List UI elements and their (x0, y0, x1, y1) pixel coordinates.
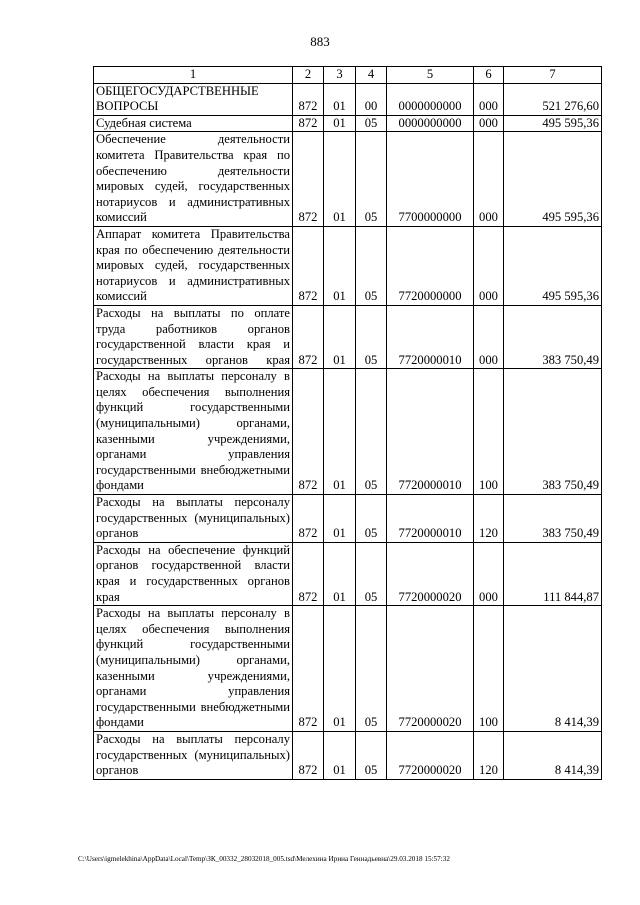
page-number: 883 (310, 34, 330, 49)
section-cell: 01 (324, 542, 356, 605)
table-row (94, 369, 602, 495)
target-article-cell: 7720000010 (387, 495, 474, 543)
amount-cell: 495 595,36 (504, 132, 602, 227)
section-cell: 01 (324, 132, 356, 227)
column-header: 2 (293, 67, 324, 84)
target-article-cell: 7720000010 (387, 369, 474, 495)
amount-cell: 383 750,49 (504, 305, 602, 368)
row-name-cell: Расходы на выплаты персоналу в целях обеспечения выполнения функций государственными (муниципальными) органами, казенными учреждениями, органами управления государственными внебюджетными фондами (94, 369, 293, 495)
section-cell: 01 (324, 369, 356, 495)
table-row (94, 606, 602, 732)
table-row (94, 115, 602, 132)
subsection-cell: 05 (356, 132, 387, 227)
section-cell: 01 (324, 226, 356, 305)
target-article-cell: 7720000020 (387, 606, 474, 732)
row-name-cell: Расходы на выплаты персоналу государственных (муниципальных) органов (94, 495, 293, 543)
amount-cell: 8 414,39 (504, 731, 602, 779)
column-header: 7 (504, 67, 602, 84)
table-row (94, 83, 602, 115)
expense-type-cell: 120 (474, 495, 504, 543)
subsection-cell: 00 (356, 83, 387, 115)
section-cell: 01 (324, 495, 356, 543)
column-header: 5 (387, 67, 474, 84)
subsection-cell: 05 (356, 226, 387, 305)
column-header: 4 (356, 67, 387, 84)
table-row (94, 305, 602, 368)
target-article-cell: 7720000020 (387, 731, 474, 779)
row-name-cell: Судебная система (94, 115, 293, 132)
table-row (94, 495, 602, 543)
row-name-cell: Обеспечение деятельности комитета Правительства края по обеспечению деятельности мировых судей, государственных нотариусов и административных комиссий (94, 132, 293, 227)
row-name-cell: ОБЩЕГОСУДАРСТВЕННЫЕ ВОПРОСЫ (94, 83, 293, 115)
subsection-cell: 05 (356, 731, 387, 779)
target-article-cell: 7720000020 (387, 542, 474, 605)
expense-type-cell: 000 (474, 226, 504, 305)
expense-type-cell: 100 (474, 606, 504, 732)
row-name-cell: Расходы на выплаты персоналу государственных (муниципальных) органов (94, 731, 293, 779)
amount-cell: 111 844,87 (504, 542, 602, 605)
section-cell: 01 (324, 606, 356, 732)
table-row (94, 731, 602, 779)
amount-cell: 495 595,36 (504, 226, 602, 305)
admin-code-cell: 872 (293, 369, 324, 495)
expense-type-cell: 120 (474, 731, 504, 779)
document-footer: C:\Users\igmelekhina\AppData\Local\Temp\ЗК_00332_28032018_005.tsd\Мелехина Ирина Геннадьевна\29.03.2018 15:57:32 (78, 855, 450, 863)
section-cell: 01 (324, 731, 356, 779)
admin-code-cell: 872 (293, 83, 324, 115)
subsection-cell: 05 (356, 495, 387, 543)
table-header-row (94, 67, 602, 84)
section-cell: 01 (324, 305, 356, 368)
admin-code-cell: 872 (293, 542, 324, 605)
expense-type-cell: 000 (474, 83, 504, 115)
subsection-cell: 05 (356, 369, 387, 495)
section-cell: 01 (324, 83, 356, 115)
column-header: 6 (474, 67, 504, 84)
target-article-cell: 7700000000 (387, 132, 474, 227)
target-article-cell: 0000000000 (387, 83, 474, 115)
expense-type-cell: 000 (474, 542, 504, 605)
amount-cell: 495 595,36 (504, 115, 602, 132)
subsection-cell: 05 (356, 115, 387, 132)
row-name-cell: Аппарат комитета Правительства края по обеспечению деятельности мировых судей, государственных нотариусов и административных комиссий (94, 226, 293, 305)
expense-type-cell: 000 (474, 132, 504, 227)
subsection-cell: 05 (356, 606, 387, 732)
amount-cell: 383 750,49 (504, 369, 602, 495)
target-article-cell: 7720000010 (387, 305, 474, 368)
row-name-cell: Расходы на обеспечение функций органов государственной власти края и государственных органов края (94, 542, 293, 605)
budget-table (93, 66, 602, 780)
column-header: 1 (94, 67, 293, 84)
admin-code-cell: 872 (293, 305, 324, 368)
admin-code-cell: 872 (293, 731, 324, 779)
table-row (94, 132, 602, 227)
expense-type-cell: 000 (474, 115, 504, 132)
table-row (94, 542, 602, 605)
admin-code-cell: 872 (293, 606, 324, 732)
row-name-cell: Расходы на выплаты персоналу в целях обеспечения выполнения функций государственными (муниципальными) органами, казенными учреждениями, органами управления государственными внебюджетными фондами (94, 606, 293, 732)
subsection-cell: 05 (356, 305, 387, 368)
target-article-cell: 0000000000 (387, 115, 474, 132)
admin-code-cell: 872 (293, 132, 324, 227)
admin-code-cell: 872 (293, 115, 324, 132)
subsection-cell: 05 (356, 542, 387, 605)
amount-cell: 521 276,60 (504, 83, 602, 115)
row-name-cell: Расходы на выплаты по оплате труда работников органов государственной власти края и государственных органов края (94, 305, 293, 368)
expense-type-cell: 100 (474, 369, 504, 495)
table-body (94, 67, 602, 780)
target-article-cell: 7720000000 (387, 226, 474, 305)
amount-cell: 8 414,39 (504, 606, 602, 732)
expense-type-cell: 000 (474, 305, 504, 368)
amount-cell: 383 750,49 (504, 495, 602, 543)
table-row (94, 226, 602, 305)
column-header: 3 (324, 67, 356, 84)
section-cell: 01 (324, 115, 356, 132)
admin-code-cell: 872 (293, 226, 324, 305)
admin-code-cell: 872 (293, 495, 324, 543)
